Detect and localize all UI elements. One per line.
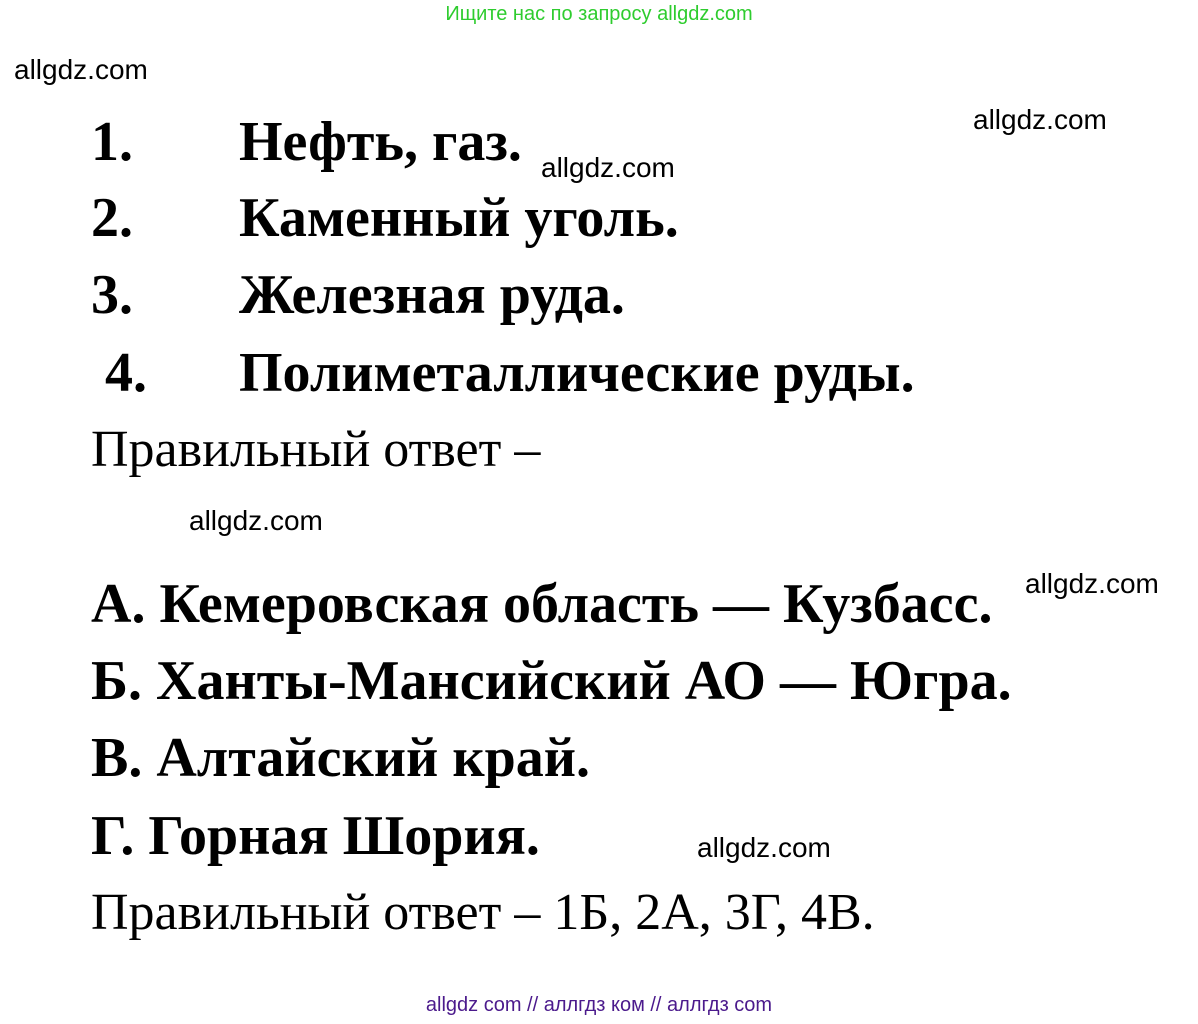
footer-links: allgdz com // аллгдз ком // аллгдз com: [425, 994, 773, 1016]
answer-final: Правильный ответ – 1Б, 2А, 3Г, 4В.: [91, 884, 875, 941]
watermark: allgdz.com: [14, 54, 148, 85]
list-item-text: Каменный уголь.: [239, 187, 679, 249]
match-item: Б. Ханты-Мансийский АО — Югра.: [91, 650, 1012, 712]
watermark: allgdz.com: [1025, 568, 1159, 599]
list-number: 4.: [105, 342, 147, 404]
watermark: allgdz.com: [189, 505, 323, 536]
answer-prompt: Правильный ответ –: [91, 421, 541, 478]
list-item-text: Нефть, газ.: [239, 111, 522, 173]
match-item: Г. Горная Шория.: [91, 805, 540, 867]
watermark: allgdz.com: [973, 104, 1107, 135]
list-number: 2.: [91, 187, 133, 249]
list-item-text: Полиметаллические руды.: [239, 342, 915, 404]
watermark: allgdz.com: [697, 832, 831, 863]
list-number: 3.: [91, 264, 133, 326]
list-item-text: Железная руда.: [239, 264, 625, 326]
list-number: 1.: [91, 111, 133, 173]
watermark: allgdz.com: [541, 152, 675, 183]
match-item: А. Кемеровская область — Кузбасс.: [91, 573, 993, 635]
match-item: В. Алтайский край.: [91, 727, 590, 789]
top-banner: Ищите нас по запросу allgdz.com: [445, 3, 753, 25]
